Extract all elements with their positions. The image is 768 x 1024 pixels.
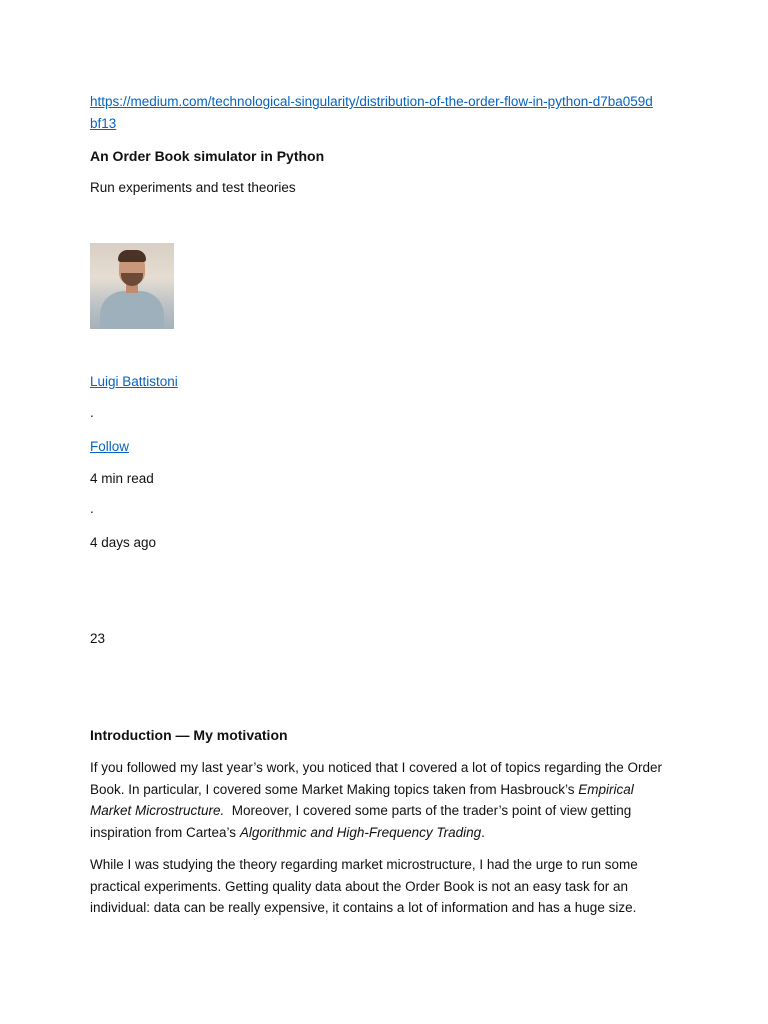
author-avatar[interactable] xyxy=(90,243,174,329)
read-time: 4 min read xyxy=(90,471,154,486)
p1-text-3: . xyxy=(481,825,485,841)
intro-paragraph-1 xyxy=(90,757,670,844)
meta-separator-1: . xyxy=(90,405,94,420)
avatar-beard xyxy=(121,273,143,286)
article-source-link[interactable]: https://medium.com/technological-singularity/distribution-of-the-order-flow-in-python-d7ba059dbf13 xyxy=(90,94,653,131)
p1-text-1: If you followed my last year’s work, you noticed that I covered a lot of topics regarding the Order Book. In particular, I covered some Market Making topics taken from Hasbrouck’s xyxy=(90,760,663,797)
author-name-container xyxy=(90,371,178,393)
follow-link[interactable]: Follow xyxy=(90,439,130,454)
article-subtitle: Run experiments and test theories xyxy=(90,180,296,195)
clap-count: 23 xyxy=(90,631,106,646)
avatar-shirt xyxy=(100,291,164,329)
meta-separator-2: . xyxy=(90,501,94,516)
p1-book-title-2: Algorithmic and High-Frequency Trading xyxy=(239,825,482,841)
follow-container xyxy=(90,436,129,458)
section-heading: Introduction — My motivation xyxy=(90,727,288,743)
article-title: An Order Book simulator in Python xyxy=(90,148,325,164)
published-date: 4 days ago xyxy=(90,535,157,550)
avatar-hair xyxy=(118,250,146,262)
intro-paragraph-2: While I was studying the theory regarding market microstructure, I had the urge to run some practical experiments. Getting quality data about the Order Book is not an easy task for an individual: data can be really expensive, it contains a lot of information and has a huge size. xyxy=(90,857,638,916)
author-name-link[interactable]: Luigi Battistoni xyxy=(90,374,178,389)
p1-text-2: Moreover, I covered some parts of the trader’s point of view getting inspiration from Cartea’s xyxy=(90,803,632,841)
p1-book-title-1: Empirical Market Microstructure. xyxy=(90,781,634,819)
